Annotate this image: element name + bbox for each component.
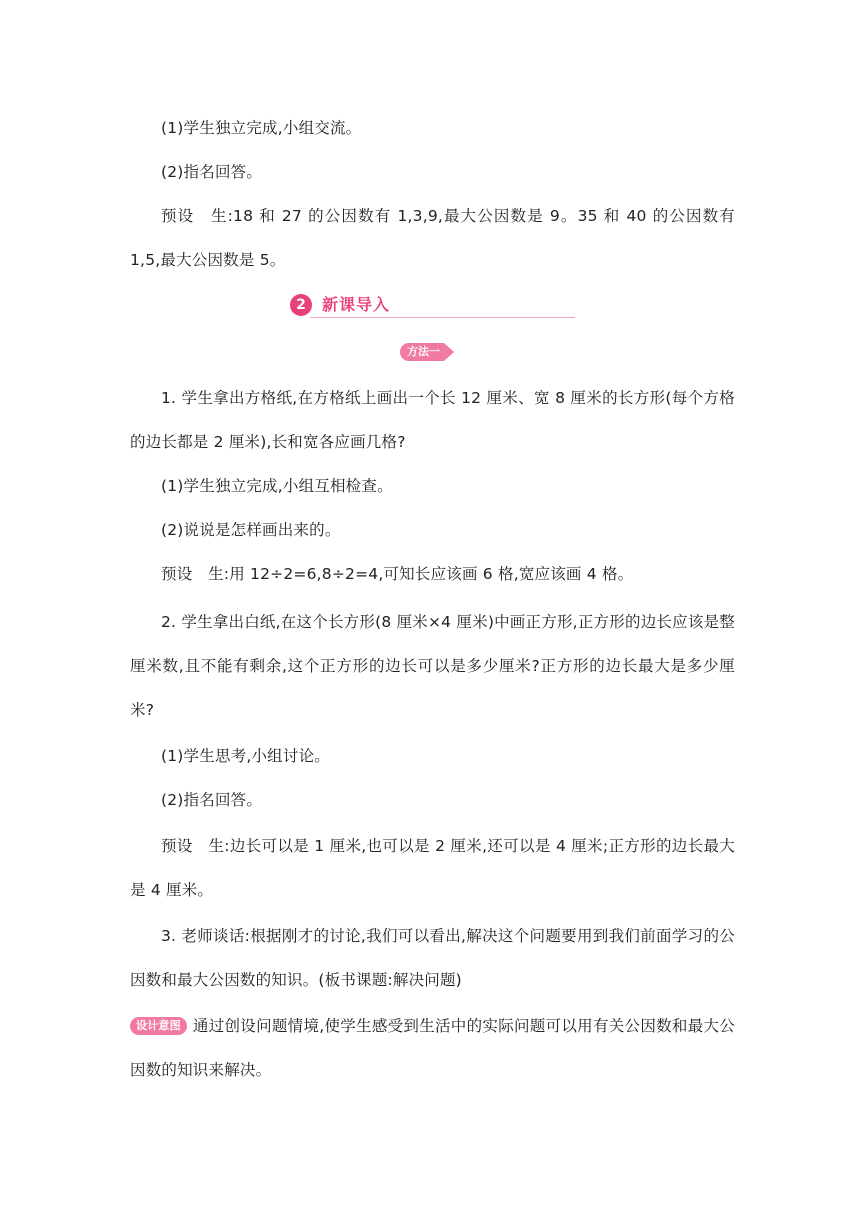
design-intent-paragraph <box>130 1004 735 1092</box>
paragraph-step-1: (1)学生独立完成,小组交流。 <box>161 119 362 137</box>
section-title: 新课导入 <box>322 295 391 314</box>
paragraph-task-2-step-2: (2)指名回答。 <box>161 791 263 809</box>
paragraph-task-1-preset: 预设 生:用 12÷2=6,8÷2=4,可知长应该画 6 格,宽应该画 4 格。 <box>161 565 634 583</box>
paragraph-task-2-step-1: (1)学生思考,小组讨论。 <box>161 747 330 765</box>
method-tag <box>400 343 456 361</box>
section-divider <box>310 317 575 318</box>
paragraph-task-2-preset: 预设 生:边长可以是 1 厘米,也可以是 2 厘米,还可以是 4 厘米;正方形的边长最大是 4 厘米。 <box>130 837 735 899</box>
paragraph-preset-answer: 预设 生:18 和 27 的公因数有 1,3,9,最大公因数是 9。35 和 40 的公因数有 1,5,最大公因数是 5。 <box>130 207 735 269</box>
paragraph-task-3: 3. 老师谈话:根据刚才的讨论,我们可以看出,解决这个问题要用到我们前面学习的公因数和最大公因数的知识。(板书课题:解决问题) <box>130 927 735 989</box>
paragraph-task-1-step-1: (1)学生独立完成,小组互相检查。 <box>161 477 393 495</box>
design-intent-badge: 设计意图 <box>130 1017 187 1035</box>
section-number-badge: 2 <box>290 294 312 316</box>
section-heading <box>290 292 580 322</box>
paragraph-step-2: (2)指名回答。 <box>161 163 263 181</box>
paragraph-task-2: 2. 学生拿出白纸,在这个长方形(8 厘米×4 厘米)中画正方形,正方形的边长应该是整厘米数,且不能有剩余,这个正方形的边长可以是多少厘米?正方形的边长最大是多少厘米? <box>130 613 735 719</box>
method-tag-label: 方法一 <box>407 345 440 358</box>
paragraph-task-1: 1. 学生拿出方格纸,在方格纸上画出一个长 12 厘米、宽 8 厘米的长方形(每个方格的边长都是 2 厘米),长和宽各应画几格? <box>130 389 735 451</box>
paragraph-task-1-step-2: (2)说说是怎样画出来的。 <box>161 521 341 539</box>
design-intent-text: 通过创设问题情境,使学生感受到生活中的实际问题可以用有关公因数和最大公因数的知识来解决。 <box>130 1017 735 1079</box>
